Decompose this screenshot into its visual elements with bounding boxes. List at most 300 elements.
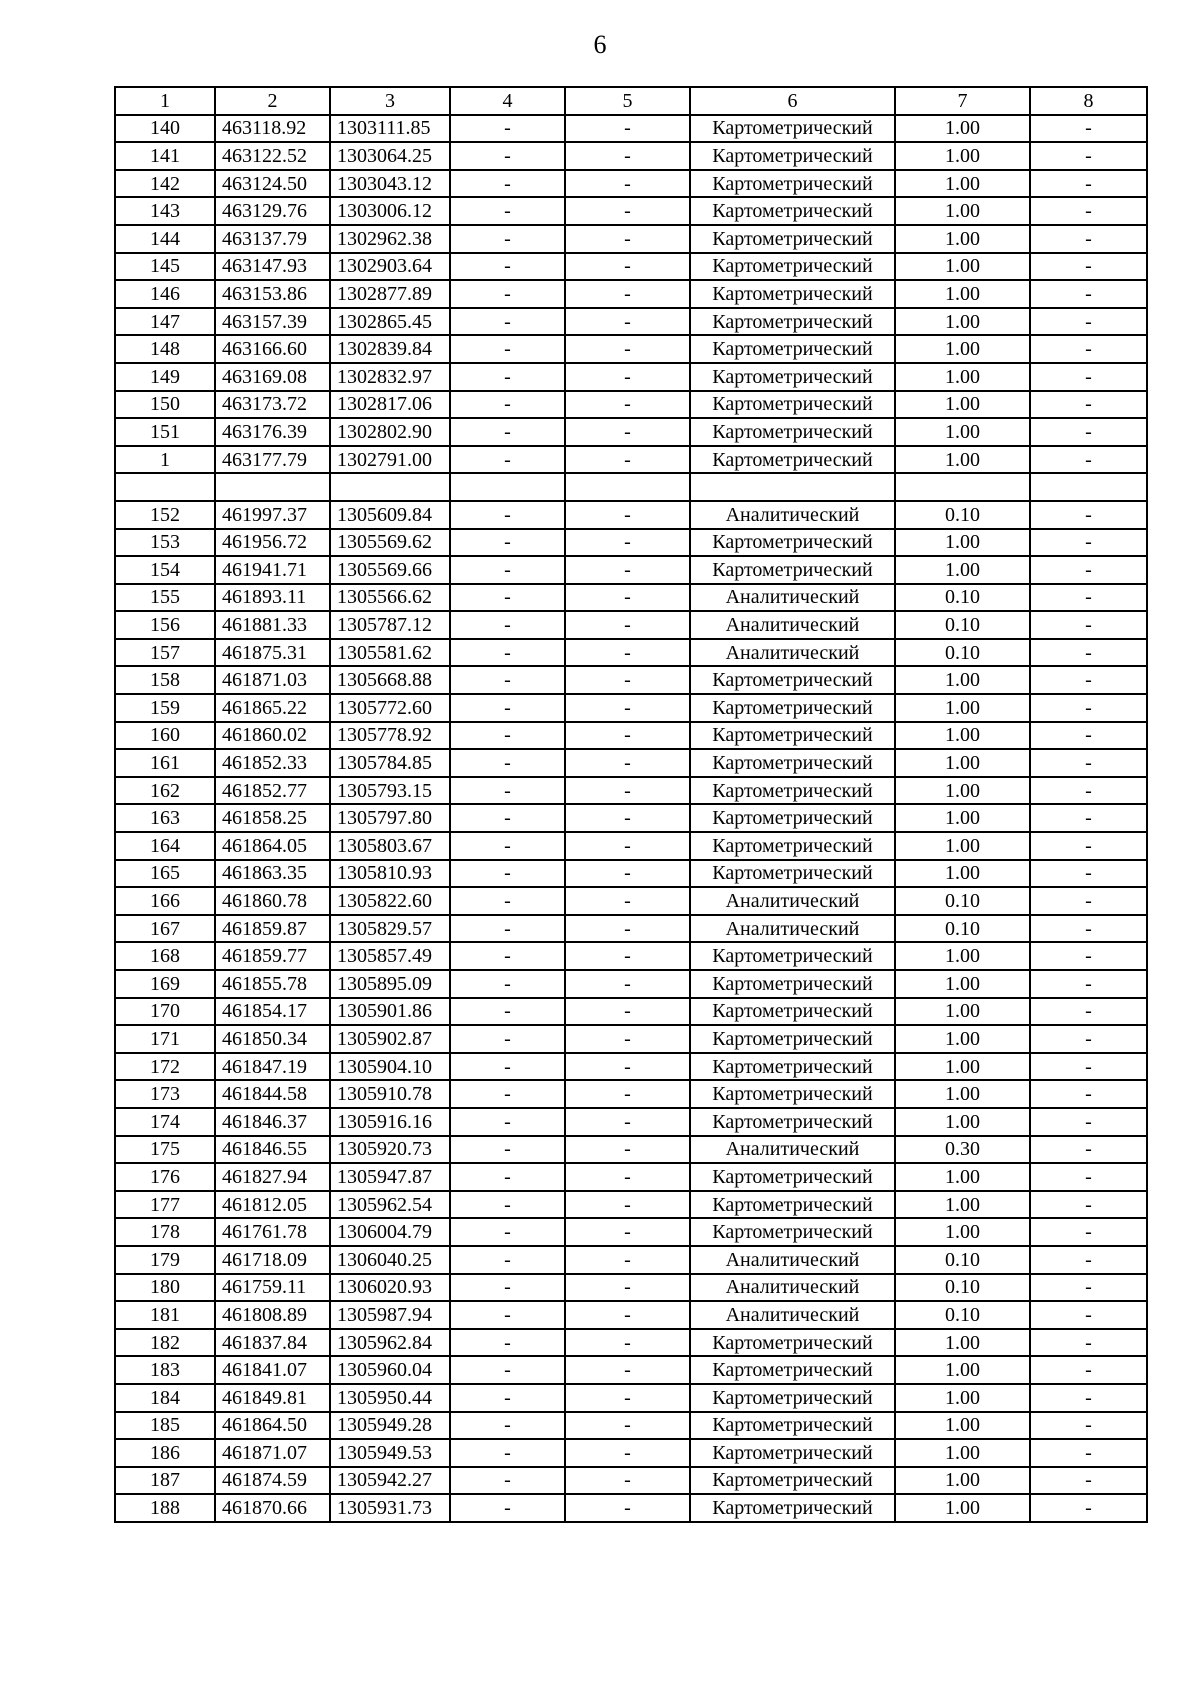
col4-value-cell: - bbox=[450, 777, 565, 805]
column-header: 4 bbox=[450, 87, 565, 115]
point-number-cell: 184 bbox=[115, 1384, 215, 1412]
accuracy-cell: 1.00 bbox=[895, 1108, 1030, 1136]
y-coordinate-cell: 1305810.93 bbox=[330, 860, 450, 888]
point-number-cell: 179 bbox=[115, 1246, 215, 1274]
col5-value-cell: - bbox=[565, 694, 690, 722]
x-coordinate-cell bbox=[215, 473, 330, 501]
method-cell: Картометрический bbox=[690, 308, 895, 336]
method-cell: Картометрический bbox=[690, 529, 895, 557]
table-row bbox=[115, 170, 1147, 198]
table-row bbox=[115, 1356, 1147, 1384]
method-cell: Картометрический bbox=[690, 225, 895, 253]
col8-value-cell: - bbox=[1030, 832, 1147, 860]
x-coordinate-cell: 461859.87 bbox=[215, 915, 330, 943]
table-row bbox=[115, 942, 1147, 970]
accuracy-cell: 1.00 bbox=[895, 1053, 1030, 1081]
table-row bbox=[115, 197, 1147, 225]
col5-value-cell: - bbox=[565, 1136, 690, 1164]
point-number-cell bbox=[115, 473, 215, 501]
accuracy-cell: 1.00 bbox=[895, 1494, 1030, 1522]
method-cell: Картометрический bbox=[690, 335, 895, 363]
accuracy-cell: 1.00 bbox=[895, 832, 1030, 860]
col4-value-cell: - bbox=[450, 666, 565, 694]
table-row bbox=[115, 584, 1147, 612]
col8-value-cell: - bbox=[1030, 970, 1147, 998]
y-coordinate-cell: 1305784.85 bbox=[330, 749, 450, 777]
table-row bbox=[115, 1025, 1147, 1053]
column-header: 1 bbox=[115, 87, 215, 115]
method-cell: Картометрический bbox=[690, 418, 895, 446]
col4-value-cell: - bbox=[450, 1274, 565, 1302]
y-coordinate-cell: 1305793.15 bbox=[330, 777, 450, 805]
col5-value-cell: - bbox=[565, 998, 690, 1026]
col8-value-cell: - bbox=[1030, 1108, 1147, 1136]
y-coordinate-cell: 1305803.67 bbox=[330, 832, 450, 860]
method-cell: Аналитический bbox=[690, 584, 895, 612]
col8-value-cell: - bbox=[1030, 170, 1147, 198]
table-row bbox=[115, 1053, 1147, 1081]
col4-value-cell: - bbox=[450, 1025, 565, 1053]
col5-value-cell: - bbox=[565, 501, 690, 529]
table-row bbox=[115, 887, 1147, 915]
col8-value-cell bbox=[1030, 473, 1147, 501]
col5-value-cell bbox=[565, 473, 690, 501]
method-cell: Картометрический bbox=[690, 170, 895, 198]
point-number-cell: 166 bbox=[115, 887, 215, 915]
col8-value-cell: - bbox=[1030, 694, 1147, 722]
point-number-cell: 140 bbox=[115, 115, 215, 143]
x-coordinate-cell: 461860.02 bbox=[215, 722, 330, 750]
table-row bbox=[115, 1467, 1147, 1495]
y-coordinate-cell: 1303111.85 bbox=[330, 115, 450, 143]
y-coordinate-cell: 1303043.12 bbox=[330, 170, 450, 198]
method-cell: Картометрический bbox=[690, 363, 895, 391]
y-coordinate-cell: 1302817.06 bbox=[330, 391, 450, 419]
col4-value-cell: - bbox=[450, 1191, 565, 1219]
method-cell: Картометрический bbox=[690, 749, 895, 777]
method-cell: Картометрический bbox=[690, 666, 895, 694]
method-cell: Аналитический bbox=[690, 611, 895, 639]
col8-value-cell: - bbox=[1030, 501, 1147, 529]
col8-value-cell: - bbox=[1030, 280, 1147, 308]
y-coordinate-cell: 1303064.25 bbox=[330, 142, 450, 170]
col5-value-cell: - bbox=[565, 1329, 690, 1357]
col8-value-cell: - bbox=[1030, 1080, 1147, 1108]
table-row bbox=[115, 860, 1147, 888]
y-coordinate-cell: 1302839.84 bbox=[330, 335, 450, 363]
point-number-cell: 186 bbox=[115, 1439, 215, 1467]
col5-value-cell: - bbox=[565, 1301, 690, 1329]
col5-value-cell: - bbox=[565, 197, 690, 225]
x-coordinate-cell: 461871.03 bbox=[215, 666, 330, 694]
col5-value-cell: - bbox=[565, 308, 690, 336]
col4-value-cell: - bbox=[450, 1053, 565, 1081]
col8-value-cell: - bbox=[1030, 942, 1147, 970]
table-row bbox=[115, 1163, 1147, 1191]
method-cell: Картометрический bbox=[690, 1412, 895, 1440]
y-coordinate-cell: 1302832.97 bbox=[330, 363, 450, 391]
method-cell: Картометрический bbox=[690, 142, 895, 170]
col8-value-cell: - bbox=[1030, 611, 1147, 639]
y-coordinate-cell: 1305920.73 bbox=[330, 1136, 450, 1164]
col4-value-cell: - bbox=[450, 1301, 565, 1329]
col8-value-cell: - bbox=[1030, 225, 1147, 253]
col4-value-cell: - bbox=[450, 722, 565, 750]
col4-value-cell: - bbox=[450, 584, 565, 612]
table-row bbox=[115, 1218, 1147, 1246]
accuracy-cell: 1.00 bbox=[895, 529, 1030, 557]
col8-value-cell: - bbox=[1030, 1356, 1147, 1384]
table-row bbox=[115, 970, 1147, 998]
accuracy-cell: 0.30 bbox=[895, 1136, 1030, 1164]
method-cell: Аналитический bbox=[690, 501, 895, 529]
col4-value-cell: - bbox=[450, 804, 565, 832]
col8-value-cell: - bbox=[1030, 998, 1147, 1026]
point-number-cell: 160 bbox=[115, 722, 215, 750]
method-cell: Аналитический bbox=[690, 639, 895, 667]
col5-value-cell: - bbox=[565, 280, 690, 308]
x-coordinate-cell: 463176.39 bbox=[215, 418, 330, 446]
col5-value-cell: - bbox=[565, 1025, 690, 1053]
table-row bbox=[115, 804, 1147, 832]
col4-value-cell: - bbox=[450, 418, 565, 446]
col8-value-cell: - bbox=[1030, 1384, 1147, 1412]
col4-value-cell: - bbox=[450, 1494, 565, 1522]
col4-value-cell: - bbox=[450, 280, 565, 308]
col5-value-cell: - bbox=[565, 1163, 690, 1191]
table-row bbox=[115, 749, 1147, 777]
col4-value-cell: - bbox=[450, 253, 565, 281]
col5-value-cell: - bbox=[565, 860, 690, 888]
accuracy-cell: 1.00 bbox=[895, 280, 1030, 308]
col5-value-cell: - bbox=[565, 639, 690, 667]
y-coordinate-cell: 1305902.87 bbox=[330, 1025, 450, 1053]
col8-value-cell: - bbox=[1030, 1163, 1147, 1191]
method-cell: Картометрический bbox=[690, 777, 895, 805]
y-coordinate-cell: 1305787.12 bbox=[330, 611, 450, 639]
col8-value-cell: - bbox=[1030, 363, 1147, 391]
point-number-cell: 1 bbox=[115, 446, 215, 474]
x-coordinate-cell: 461864.05 bbox=[215, 832, 330, 860]
col8-value-cell: - bbox=[1030, 915, 1147, 943]
y-coordinate-cell: 1305916.16 bbox=[330, 1108, 450, 1136]
col5-value-cell: - bbox=[565, 1439, 690, 1467]
x-coordinate-cell: 461841.07 bbox=[215, 1356, 330, 1384]
col5-value-cell: - bbox=[565, 1412, 690, 1440]
col5-value-cell: - bbox=[565, 1108, 690, 1136]
x-coordinate-cell: 461874.59 bbox=[215, 1467, 330, 1495]
x-coordinate-cell: 461837.84 bbox=[215, 1329, 330, 1357]
point-number-cell: 167 bbox=[115, 915, 215, 943]
table-row bbox=[115, 1301, 1147, 1329]
accuracy-cell: 0.10 bbox=[895, 1246, 1030, 1274]
col8-value-cell: - bbox=[1030, 1467, 1147, 1495]
table-row bbox=[115, 1384, 1147, 1412]
point-number-cell: 180 bbox=[115, 1274, 215, 1302]
table-row bbox=[115, 1246, 1147, 1274]
col8-value-cell: - bbox=[1030, 639, 1147, 667]
col8-value-cell: - bbox=[1030, 1025, 1147, 1053]
y-coordinate-cell: 1305569.66 bbox=[330, 556, 450, 584]
col4-value-cell: - bbox=[450, 225, 565, 253]
point-number-cell: 188 bbox=[115, 1494, 215, 1522]
accuracy-cell: 1.00 bbox=[895, 722, 1030, 750]
accuracy-cell: 0.10 bbox=[895, 1274, 1030, 1302]
method-cell: Картометрический bbox=[690, 446, 895, 474]
point-number-cell: 169 bbox=[115, 970, 215, 998]
col8-value-cell: - bbox=[1030, 446, 1147, 474]
col4-value-cell: - bbox=[450, 1329, 565, 1357]
method-cell: Картометрический bbox=[690, 942, 895, 970]
point-number-cell: 149 bbox=[115, 363, 215, 391]
col8-value-cell: - bbox=[1030, 804, 1147, 832]
table-row bbox=[115, 418, 1147, 446]
method-cell: Картометрический bbox=[690, 998, 895, 1026]
column-header: 7 bbox=[895, 87, 1030, 115]
table-row bbox=[115, 556, 1147, 584]
method-cell: Картометрический bbox=[690, 722, 895, 750]
x-coordinate-cell: 461844.58 bbox=[215, 1080, 330, 1108]
x-coordinate-cell: 461871.07 bbox=[215, 1439, 330, 1467]
x-coordinate-cell: 461881.33 bbox=[215, 611, 330, 639]
point-number-cell: 171 bbox=[115, 1025, 215, 1053]
table-row bbox=[115, 1412, 1147, 1440]
method-cell: Аналитический bbox=[690, 1246, 895, 1274]
method-cell: Аналитический bbox=[690, 887, 895, 915]
y-coordinate-cell: 1305566.62 bbox=[330, 584, 450, 612]
y-coordinate-cell: 1302865.45 bbox=[330, 308, 450, 336]
point-number-cell: 144 bbox=[115, 225, 215, 253]
accuracy-cell: 1.00 bbox=[895, 142, 1030, 170]
col4-value-cell: - bbox=[450, 1163, 565, 1191]
col8-value-cell: - bbox=[1030, 1439, 1147, 1467]
column-header: 8 bbox=[1030, 87, 1147, 115]
x-coordinate-cell: 461893.11 bbox=[215, 584, 330, 612]
point-number-cell: 161 bbox=[115, 749, 215, 777]
accuracy-cell: 1.00 bbox=[895, 253, 1030, 281]
method-cell: Картометрический bbox=[690, 970, 895, 998]
x-coordinate-cell: 461827.94 bbox=[215, 1163, 330, 1191]
point-number-cell: 174 bbox=[115, 1108, 215, 1136]
method-cell: Аналитический bbox=[690, 1136, 895, 1164]
x-coordinate-cell: 461855.78 bbox=[215, 970, 330, 998]
point-number-cell: 150 bbox=[115, 391, 215, 419]
method-cell: Аналитический bbox=[690, 915, 895, 943]
accuracy-cell: 1.00 bbox=[895, 363, 1030, 391]
method-cell: Картометрический bbox=[690, 253, 895, 281]
method-cell: Картометрический bbox=[690, 1025, 895, 1053]
table-row bbox=[115, 225, 1147, 253]
y-coordinate-cell: 1306040.25 bbox=[330, 1246, 450, 1274]
col8-value-cell: - bbox=[1030, 749, 1147, 777]
x-coordinate-cell: 463129.76 bbox=[215, 197, 330, 225]
point-number-cell: 178 bbox=[115, 1218, 215, 1246]
point-number-cell: 182 bbox=[115, 1329, 215, 1357]
table-row bbox=[115, 1329, 1147, 1357]
x-coordinate-cell: 461850.34 bbox=[215, 1025, 330, 1053]
point-number-cell: 158 bbox=[115, 666, 215, 694]
point-number-cell: 165 bbox=[115, 860, 215, 888]
col4-value-cell: - bbox=[450, 942, 565, 970]
accuracy-cell: 0.10 bbox=[895, 501, 1030, 529]
x-coordinate-cell: 461718.09 bbox=[215, 1246, 330, 1274]
col8-value-cell: - bbox=[1030, 1329, 1147, 1357]
accuracy-cell: 1.00 bbox=[895, 1384, 1030, 1412]
x-coordinate-cell: 461852.77 bbox=[215, 777, 330, 805]
accuracy-cell: 1.00 bbox=[895, 942, 1030, 970]
table-row bbox=[115, 308, 1147, 336]
col5-value-cell: - bbox=[565, 1494, 690, 1522]
table-row bbox=[115, 142, 1147, 170]
accuracy-cell: 1.00 bbox=[895, 1356, 1030, 1384]
y-coordinate-cell: 1302877.89 bbox=[330, 280, 450, 308]
point-number-cell: 173 bbox=[115, 1080, 215, 1108]
x-coordinate-cell: 461858.25 bbox=[215, 804, 330, 832]
accuracy-cell: 1.00 bbox=[895, 666, 1030, 694]
table-row bbox=[115, 694, 1147, 722]
accuracy-cell: 1.00 bbox=[895, 556, 1030, 584]
col8-value-cell: - bbox=[1030, 142, 1147, 170]
method-cell: Картометрический bbox=[690, 1191, 895, 1219]
table-row bbox=[115, 501, 1147, 529]
y-coordinate-cell: 1305904.10 bbox=[330, 1053, 450, 1081]
accuracy-cell: 1.00 bbox=[895, 694, 1030, 722]
col4-value-cell: - bbox=[450, 998, 565, 1026]
table-row bbox=[115, 777, 1147, 805]
page-number: 6 bbox=[593, 30, 607, 59]
col4-value-cell bbox=[450, 473, 565, 501]
point-number-cell: 155 bbox=[115, 584, 215, 612]
col4-value-cell: - bbox=[450, 1080, 565, 1108]
col4-value-cell: - bbox=[450, 749, 565, 777]
table-row bbox=[115, 253, 1147, 281]
col5-value-cell: - bbox=[565, 1356, 690, 1384]
x-coordinate-cell: 461863.35 bbox=[215, 860, 330, 888]
x-coordinate-cell: 461941.71 bbox=[215, 556, 330, 584]
table-row bbox=[115, 1191, 1147, 1219]
table-row bbox=[115, 391, 1147, 419]
table-row bbox=[115, 666, 1147, 694]
col5-value-cell: - bbox=[565, 225, 690, 253]
table-row bbox=[115, 363, 1147, 391]
col8-value-cell: - bbox=[1030, 335, 1147, 363]
col8-value-cell: - bbox=[1030, 1246, 1147, 1274]
point-number-cell: 156 bbox=[115, 611, 215, 639]
x-coordinate-cell: 461849.81 bbox=[215, 1384, 330, 1412]
col4-value-cell: - bbox=[450, 1412, 565, 1440]
col8-value-cell: - bbox=[1030, 584, 1147, 612]
point-number-cell: 143 bbox=[115, 197, 215, 225]
table-row bbox=[115, 473, 1147, 501]
col4-value-cell: - bbox=[450, 170, 565, 198]
col8-value-cell: - bbox=[1030, 115, 1147, 143]
col5-value-cell: - bbox=[565, 335, 690, 363]
x-coordinate-cell: 461759.11 bbox=[215, 1274, 330, 1302]
col8-value-cell: - bbox=[1030, 253, 1147, 281]
col4-value-cell: - bbox=[450, 363, 565, 391]
method-cell: Картометрический bbox=[690, 1218, 895, 1246]
col5-value-cell: - bbox=[565, 446, 690, 474]
y-coordinate-cell: 1306004.79 bbox=[330, 1218, 450, 1246]
point-number-cell: 168 bbox=[115, 942, 215, 970]
accuracy-cell: 1.00 bbox=[895, 170, 1030, 198]
col4-value-cell: - bbox=[450, 391, 565, 419]
accuracy-cell: 1.00 bbox=[895, 1080, 1030, 1108]
col8-value-cell: - bbox=[1030, 1191, 1147, 1219]
x-coordinate-cell: 461875.31 bbox=[215, 639, 330, 667]
col5-value-cell: - bbox=[565, 832, 690, 860]
col5-value-cell: - bbox=[565, 529, 690, 557]
col5-value-cell: - bbox=[565, 142, 690, 170]
table-row bbox=[115, 998, 1147, 1026]
col4-value-cell: - bbox=[450, 1108, 565, 1136]
col8-value-cell: - bbox=[1030, 197, 1147, 225]
method-cell: Картометрический bbox=[690, 804, 895, 832]
point-number-cell: 151 bbox=[115, 418, 215, 446]
col8-value-cell: - bbox=[1030, 722, 1147, 750]
column-header: 2 bbox=[215, 87, 330, 115]
col4-value-cell: - bbox=[450, 529, 565, 557]
x-coordinate-cell: 463122.52 bbox=[215, 142, 330, 170]
point-number-cell: 159 bbox=[115, 694, 215, 722]
col5-value-cell: - bbox=[565, 1246, 690, 1274]
col5-value-cell: - bbox=[565, 584, 690, 612]
y-coordinate-cell: 1305829.57 bbox=[330, 915, 450, 943]
y-coordinate-cell: 1305987.94 bbox=[330, 1301, 450, 1329]
col4-value-cell: - bbox=[450, 1136, 565, 1164]
x-coordinate-cell: 461864.50 bbox=[215, 1412, 330, 1440]
accuracy-cell: 1.00 bbox=[895, 1329, 1030, 1357]
accuracy-cell: 1.00 bbox=[895, 970, 1030, 998]
point-number-cell: 154 bbox=[115, 556, 215, 584]
col4-value-cell: - bbox=[450, 446, 565, 474]
x-coordinate-cell: 461812.05 bbox=[215, 1191, 330, 1219]
col5-value-cell: - bbox=[565, 1467, 690, 1495]
column-header: 5 bbox=[565, 87, 690, 115]
method-cell: Картометрический bbox=[690, 860, 895, 888]
col5-value-cell: - bbox=[565, 115, 690, 143]
point-number-cell: 153 bbox=[115, 529, 215, 557]
point-number-cell: 145 bbox=[115, 253, 215, 281]
accuracy-cell: 1.00 bbox=[895, 860, 1030, 888]
accuracy-cell: 1.00 bbox=[895, 1412, 1030, 1440]
col8-value-cell: - bbox=[1030, 1136, 1147, 1164]
y-coordinate-cell: 1305778.92 bbox=[330, 722, 450, 750]
point-number-cell: 157 bbox=[115, 639, 215, 667]
y-coordinate-cell: 1305949.28 bbox=[330, 1412, 450, 1440]
col4-value-cell: - bbox=[450, 501, 565, 529]
table-row bbox=[115, 1494, 1147, 1522]
accuracy-cell: 1.00 bbox=[895, 1467, 1030, 1495]
table-body bbox=[115, 115, 1147, 1522]
col4-value-cell: - bbox=[450, 970, 565, 998]
method-cell: Картометрический bbox=[690, 1053, 895, 1081]
col8-value-cell: - bbox=[1030, 666, 1147, 694]
x-coordinate-cell: 461852.33 bbox=[215, 749, 330, 777]
y-coordinate-cell: 1305949.53 bbox=[330, 1439, 450, 1467]
y-coordinate-cell: 1302903.64 bbox=[330, 253, 450, 281]
col4-value-cell: - bbox=[450, 860, 565, 888]
x-coordinate-cell: 461956.72 bbox=[215, 529, 330, 557]
col5-value-cell: - bbox=[565, 611, 690, 639]
col4-value-cell: - bbox=[450, 694, 565, 722]
point-number-cell: 148 bbox=[115, 335, 215, 363]
col5-value-cell: - bbox=[565, 970, 690, 998]
table-row bbox=[115, 1108, 1147, 1136]
table-row bbox=[115, 639, 1147, 667]
col4-value-cell: - bbox=[450, 639, 565, 667]
col4-value-cell: - bbox=[450, 1356, 565, 1384]
